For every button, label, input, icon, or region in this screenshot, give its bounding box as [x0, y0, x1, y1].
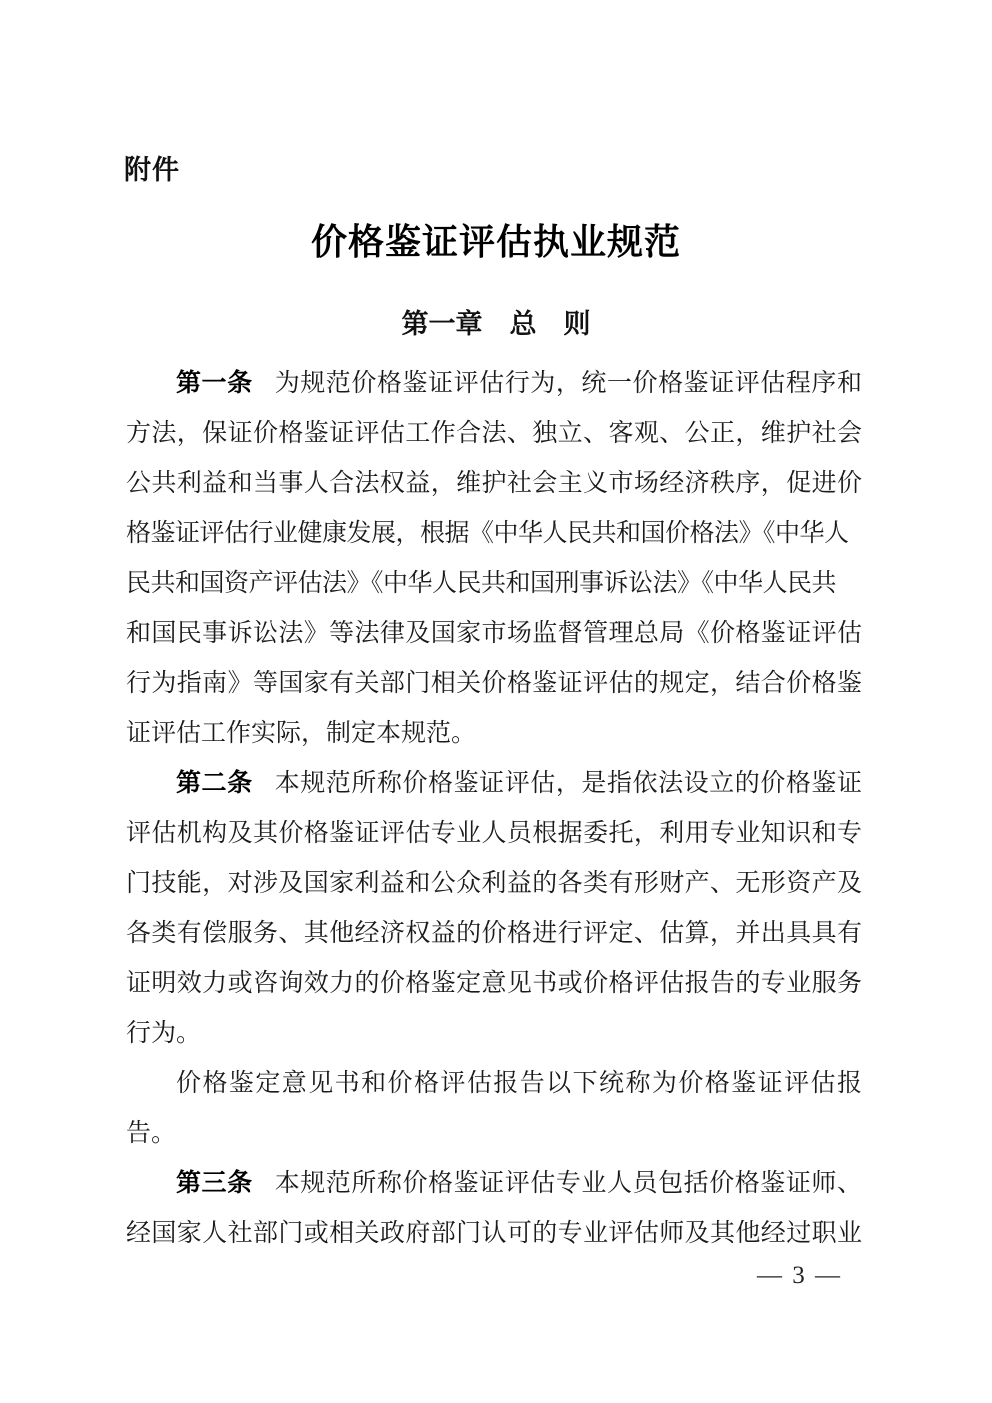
body-line	[126, 858, 862, 908]
line-text: 和国民事诉讼法》等法律及国家市场监督管理总局《价格鉴证评估	[126, 620, 862, 647]
line-text: 格鉴证评估行业健康发展，根据《中华人民共和国价格法》《中华人	[126, 520, 849, 547]
body-line	[126, 1058, 862, 1108]
body-line	[126, 558, 862, 608]
article-number: 第三条	[176, 1169, 253, 1197]
article-number: 第一条	[176, 369, 253, 397]
line-text: 门技能，对涉及国家利益和公众利益的各类有形财产、无形资产及	[126, 870, 862, 897]
body-line	[126, 808, 862, 858]
line-text: 各类有偿服务、其他经济权益的价格进行评定、估算，并出具具有	[126, 920, 862, 947]
page-number: — 3 —	[757, 1262, 842, 1289]
body-line	[126, 358, 862, 408]
line-text: 公共利益和当事人合法权益，维护社会主义市场经济秩序，促进价	[126, 470, 862, 497]
line-text: 方法，保证价格鉴证评估工作合法、独立、客观、公正，维护社会	[126, 420, 862, 447]
line-text: 证评估工作实际，制定本规范。	[126, 720, 477, 747]
document-body	[126, 358, 862, 1258]
body-line	[126, 1158, 862, 1208]
article-number: 第二条	[176, 769, 253, 797]
line-text: 本规范所称价格鉴证评估专业人员包括价格鉴证师、	[274, 1170, 862, 1197]
body-line	[126, 408, 862, 458]
line-text: 行为。	[126, 1020, 202, 1047]
chapter-heading: 第一章 总 则	[401, 309, 591, 339]
line-text: 为规范价格鉴证评估行为，统一价格鉴证评估程序和	[274, 370, 862, 397]
body-line	[126, 1008, 862, 1058]
body-line	[126, 658, 862, 708]
body-line	[126, 908, 862, 958]
body-line	[126, 958, 862, 1008]
body-line	[126, 708, 862, 758]
line-text: 本规范所称价格鉴证评估，是指依法设立的价格鉴证	[274, 770, 862, 797]
body-line	[126, 508, 862, 558]
line-text: 价格鉴定意见书和价格评估报告以下统称为价格鉴证评估报	[176, 1070, 862, 1097]
line-text: 民共和国资产评估法》《中华人民共和国刑事诉讼法》《中华人民共	[126, 570, 837, 597]
body-line	[126, 458, 862, 508]
line-text: 证明效力或咨询效力的价格鉴定意见书或价格评估报告的专业服务	[126, 970, 862, 997]
body-line	[126, 758, 862, 808]
line-text: 经国家人社部门或相关政府部门认可的专业评估师及其他经过职业	[126, 1220, 862, 1247]
line-text: 告。	[126, 1120, 177, 1147]
attachment-label: 附件	[124, 155, 180, 185]
line-text: 评估机构及其价格鉴证评估专业人员根据委托，利用专业知识和专	[126, 820, 862, 847]
line-text: 行为指南》等国家有关部门相关价格鉴证评估的规定，结合价格鉴	[126, 670, 862, 697]
document-title: 价格鉴证评估执业规范	[310, 222, 681, 262]
body-line	[126, 1208, 862, 1258]
body-line	[126, 1108, 862, 1158]
body-line	[126, 608, 862, 658]
